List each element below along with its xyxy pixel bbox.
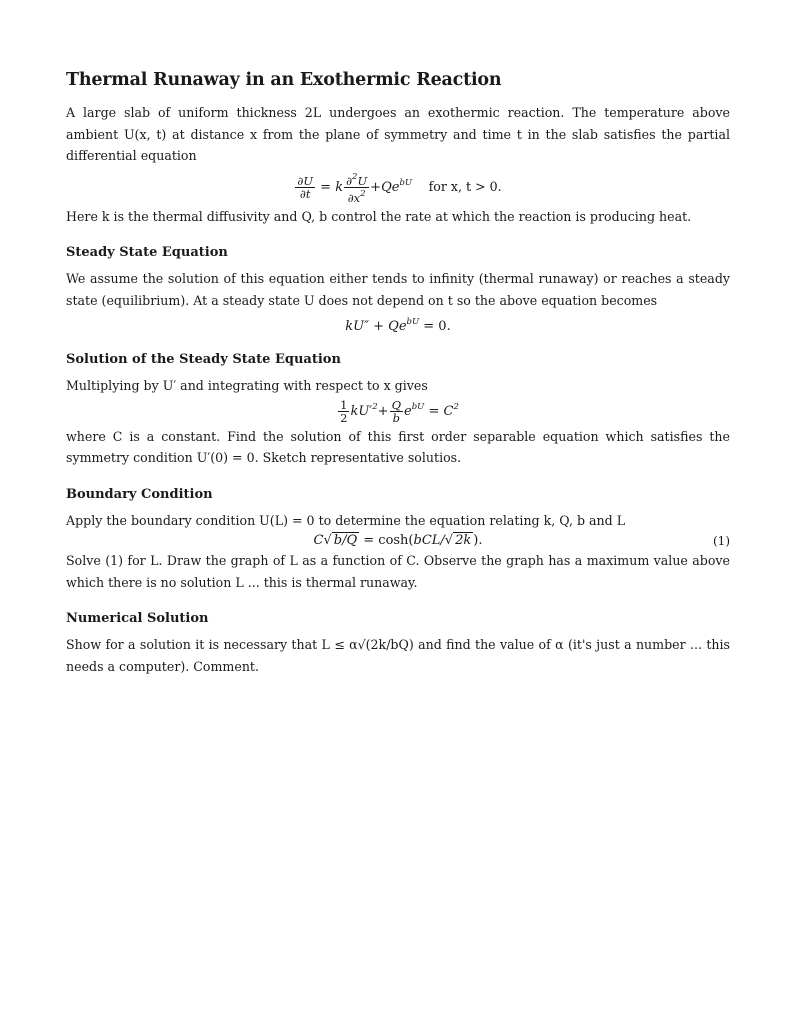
section-steady-state bbox=[66, 245, 730, 334]
section-paragraph: Multiplying by U′ and integrating with respect to x gives bbox=[66, 378, 428, 393]
equation-steady-state: $kU'' + Qe^{bU} = 0$. bbox=[345, 317, 451, 334]
section-paragraph: We assume the solution of this equation either tends to infinity (thermal runaway) or reaches a steady state (equilibrium). At a steady state U does not depend on t so the above equation becomes bbox=[66, 271, 730, 308]
section-numerical-solution bbox=[66, 611, 730, 677]
section-heading: Solution of the Steady State Equation bbox=[66, 352, 341, 367]
equation-first-integral: $\frac{1}{2}$ $kU'^2+$ $\frac{Q}{b}$ $e^{bU} = C^2$ bbox=[340, 397, 459, 425]
section-paragraph: Apply the boundary condition U(L) = 0 to determine the equation relating k, Q, b and L bbox=[66, 512, 626, 528]
equation-1: C√ b/Q = cosh(bCL/√ 2k ). (1) bbox=[313, 533, 730, 548]
intro-paragraph: A large slab of uniform thickness 2L undergoes an exothermic reaction. The temperature above ambient U(x, t) at distance x from the plane of symmetry and time t in the slab satisfies the partial differential equation bbox=[66, 105, 730, 163]
section-paragraph-2: Solve (1) for L. Draw the graph of L as a function of C. Observe the graph has a maximum value above which there is no solution L ... this is thermal runaway. bbox=[66, 553, 730, 590]
document-page bbox=[66, 70, 730, 677]
equation-pde-condition: for x, t > 0. bbox=[428, 178, 502, 194]
intro-paragraph-2: Here k is the thermal diffusivity and Q, b control the rate at which the reaction is producing heat. bbox=[66, 208, 692, 224]
section-paragraph: Show for a solution it is necessary that L ≤ α√(2k/bQ) and find the value of α (it's just a number ... this needs a computer). Comment. bbox=[66, 637, 730, 674]
section-heading: Numerical Solution bbox=[66, 611, 209, 626]
equation-number: (1) bbox=[713, 533, 730, 548]
page-title: Thermal Runaway in an Exothermic Reaction bbox=[66, 70, 502, 90]
section-solution bbox=[66, 352, 730, 469]
section-heading: Steady State Equation bbox=[66, 245, 228, 260]
section-boundary-condition bbox=[66, 487, 730, 594]
equation-pde: $\frac{\partial U}{\partial t}$ = k $\frac{\partial^2U}{\partial x^2}$ $+Qe^{bU}$ for x, t > 0. bbox=[297, 171, 502, 205]
section-paragraph-2: where C is a constant. Find the solution of this first order separable equation which satisfies the symmetry condition U′(0) = 0. Sketch representative solutios. bbox=[66, 428, 730, 465]
section-heading: Boundary Condition bbox=[66, 486, 213, 502]
